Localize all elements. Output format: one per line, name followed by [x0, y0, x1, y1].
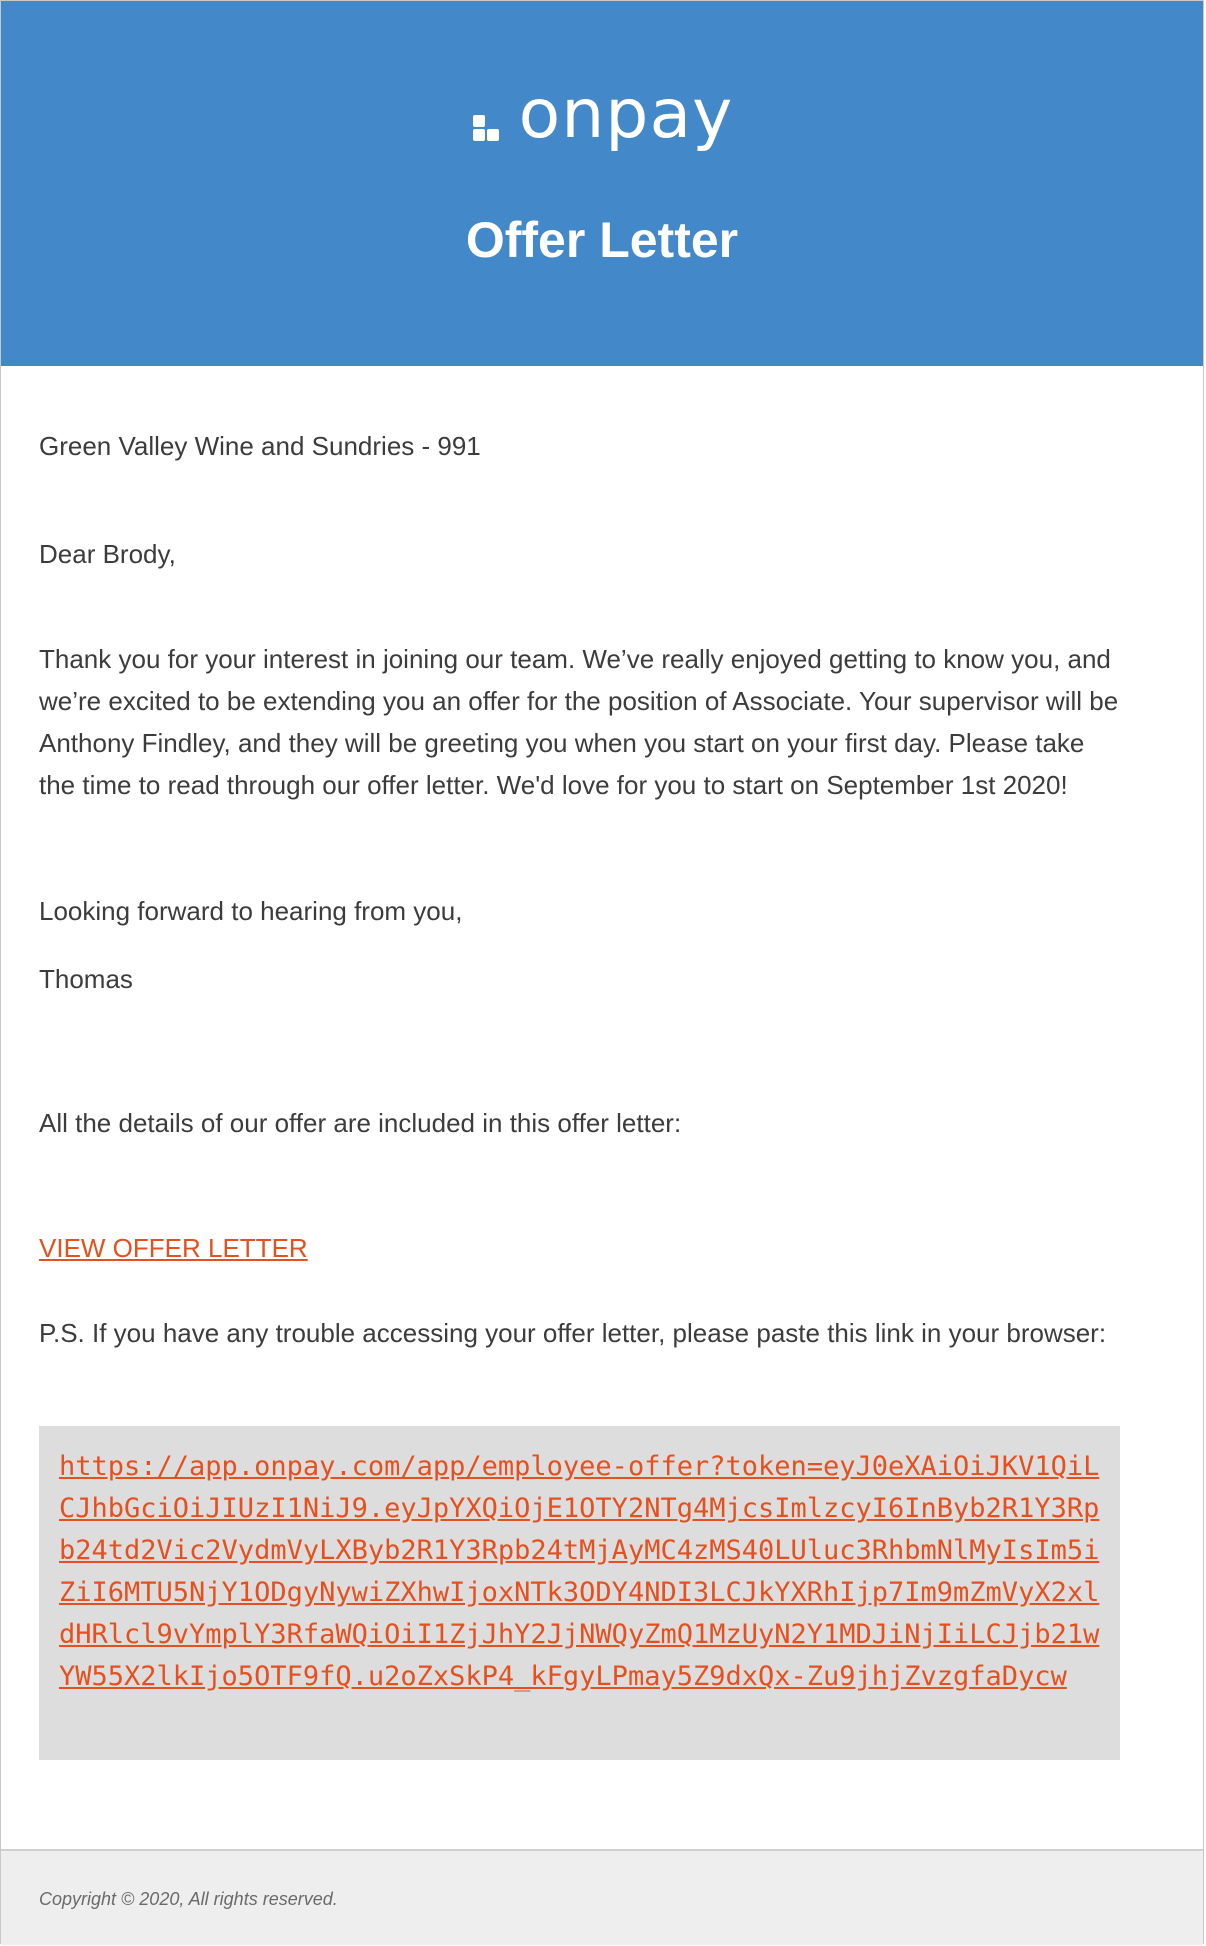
view-offer-letter-link[interactable]: VIEW OFFER LETTER — [39, 1233, 308, 1263]
details-intro: All the details of our offer are included in this offer letter: — [39, 1108, 682, 1138]
email-header — [1, 1, 1203, 366]
offer-token-link[interactable]: https://app.onpay.com/app/employee-offer?token=eyJ0eXAiOiJKV1QiLCJhbGciOiJIUzI1NiJ9.eyJpYXQiOjE1OTY2NTg4MjcsImlzcyI6InByb2R1Y3Rpb24td2Vic2VydmVyLXByb2R1Y3Rpb24tMjAyMC4zMS40LUluc3RhbmNlMyIsIm5iZiI6MTU5NjY1ODgyNywiZXhwIjoxNTk3ODY4NDI3LCJkYXRhIjp7Im9mZmVyX2xldHRlcl9vYmplY3RfaWQiOiI1ZjJhY2JjNWQyZmQ1MzUyN2Y1MDJiNjIiLCJjb21wYW55X2lkIjo5OTF9fQ.u2oZxSkP4_kFgyLPmay5Z9dxQx-Zu9jhjZvzgfaDycw — [59, 1451, 1100, 1692]
greeting: Dear Brody, — [39, 539, 176, 569]
signature: Thomas — [39, 964, 133, 994]
token-link-box — [39, 1426, 1120, 1760]
copyright-text: Copyright © 2020, All rights reserved. — [39, 1889, 338, 1909]
onpay-dots-icon — [471, 97, 515, 141]
page-title: Offer Letter — [465, 212, 739, 268]
email-footer — [1, 1849, 1203, 1945]
ps-note: P.S. If you have any trouble accessing your offer letter, please paste this link in your browser: — [39, 1318, 1107, 1348]
closing-line: Looking forward to hearing from you, — [39, 896, 463, 926]
logo-text: onpay — [518, 75, 734, 154]
offer-paragraph: Thank you for your interest in joining our team. We’ve really enjoyed getting to know you, and we’re excited to be extending you an offer for the position of Associate. Your supervisor will be Anthony Findley, and they will be greeting you when you start on your first day. Please take the time to read through our offer letter. We'd love for you to start on September 1st 2020! — [39, 644, 1119, 800]
company-name: Green Valley Wine and Sundries - 991 — [39, 431, 481, 461]
onpay-logo — [1, 75, 1203, 154]
